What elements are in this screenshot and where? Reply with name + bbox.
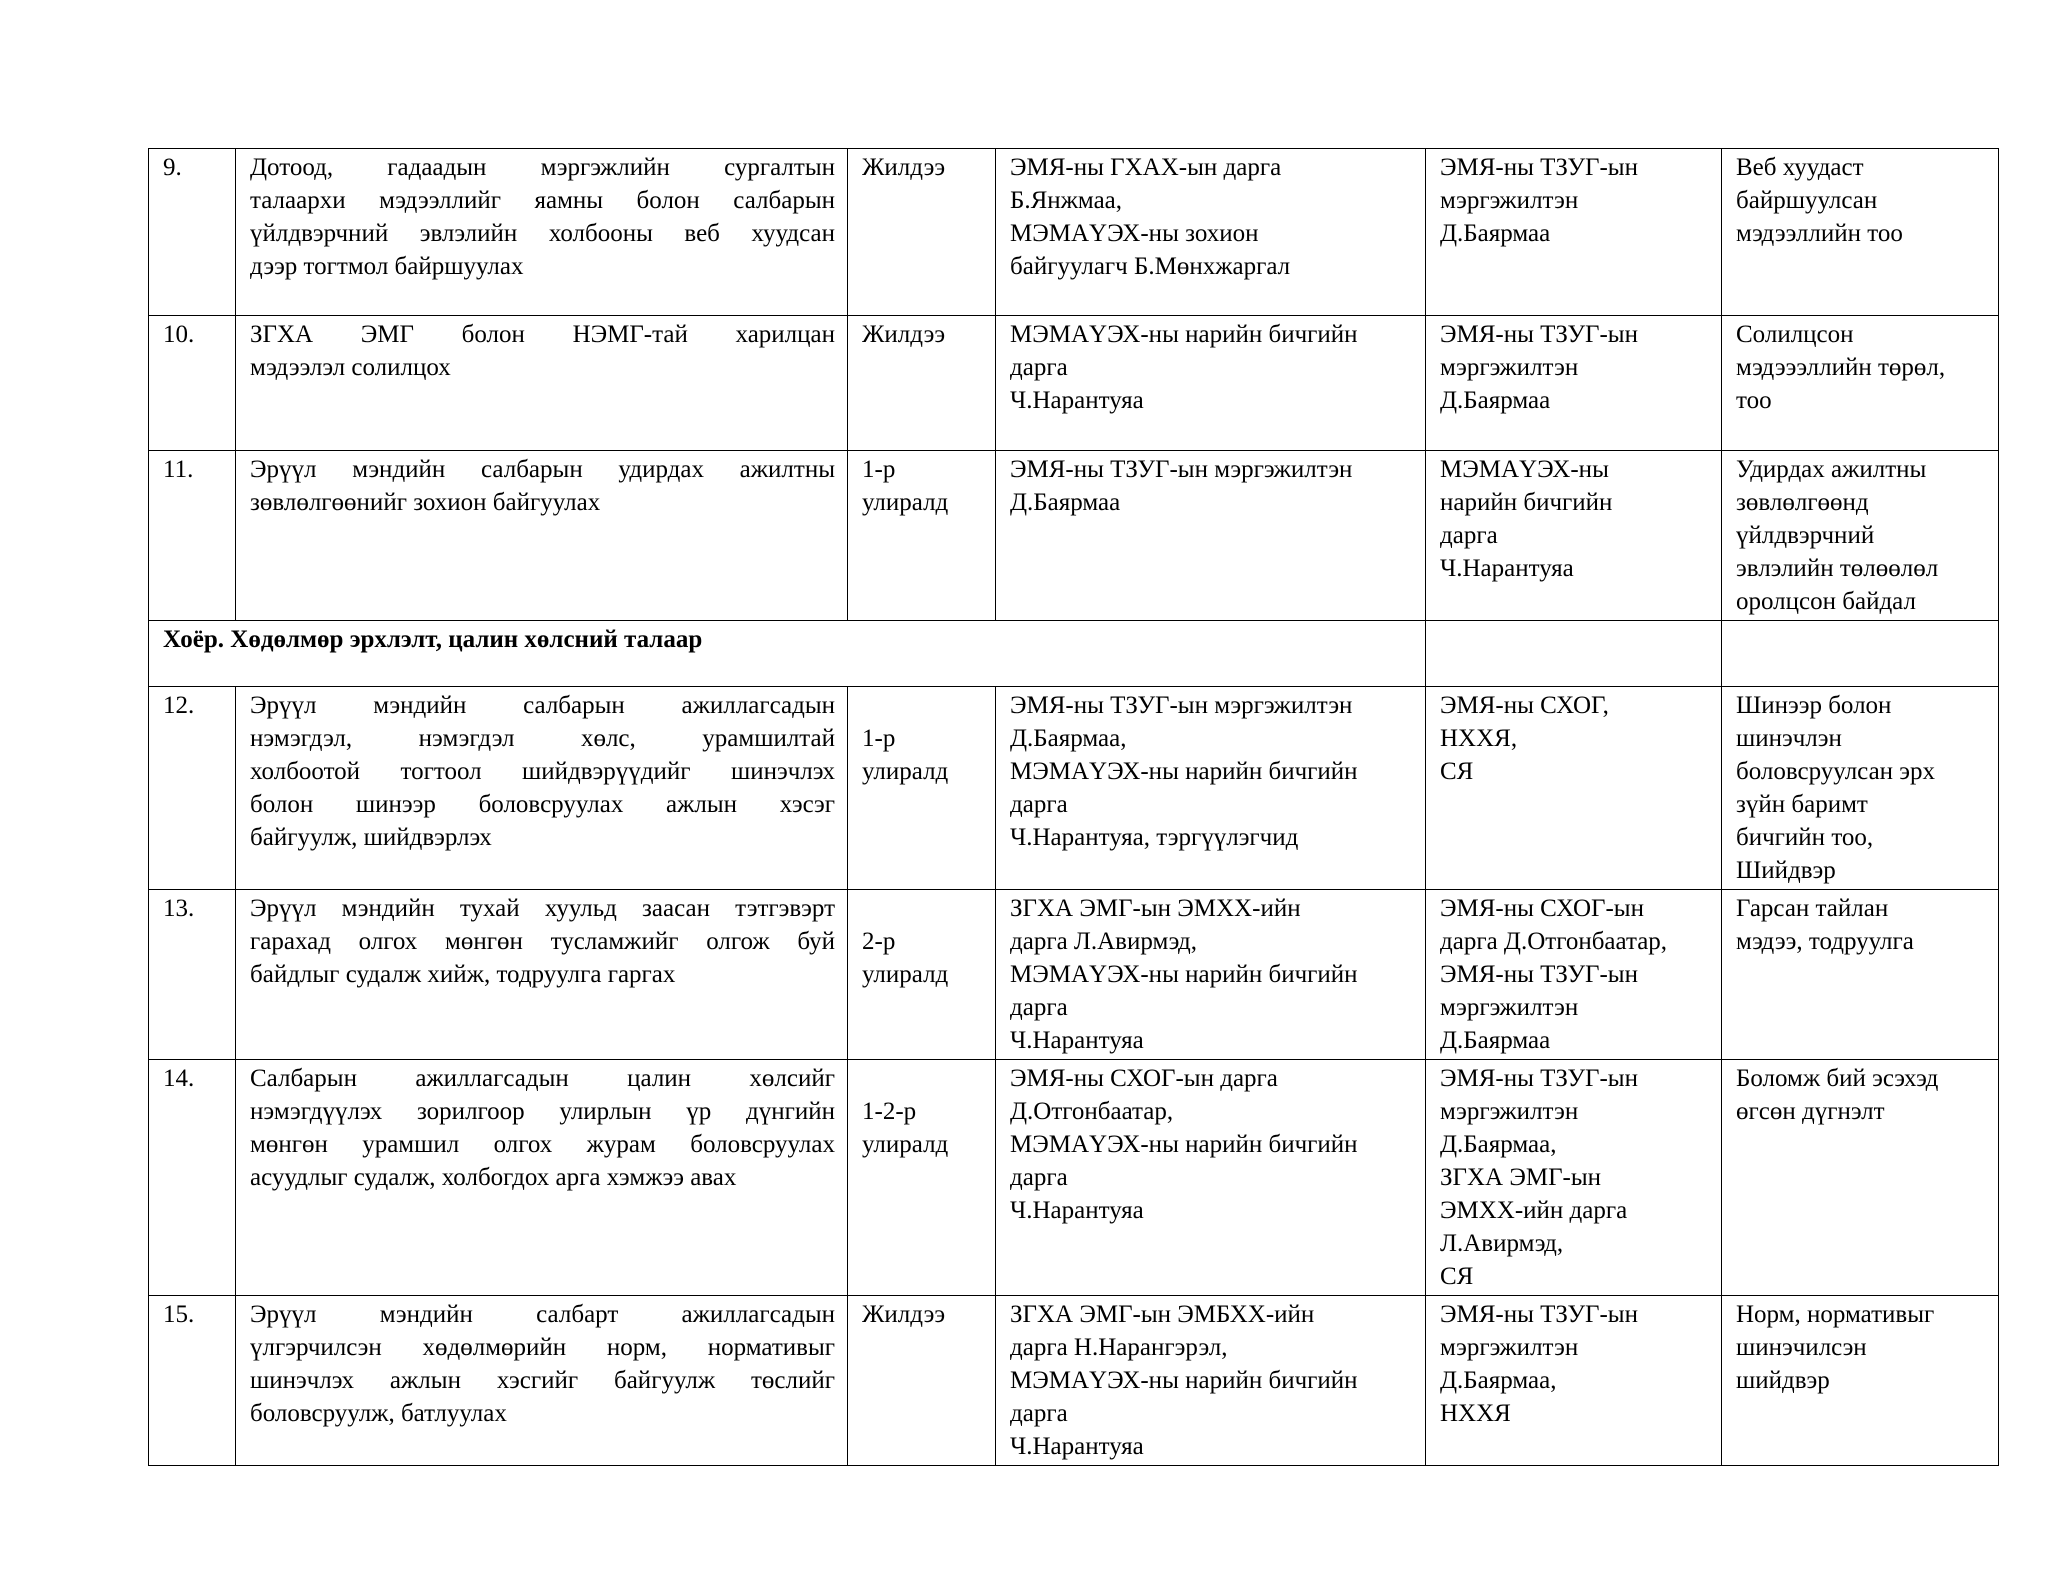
table-row <box>149 687 1999 890</box>
cell-line: Удирдах ажилтны <box>1736 456 1927 483</box>
cell-line: Жилдээ <box>862 1301 946 1328</box>
cell-responsible <box>996 687 1426 890</box>
cell-number: 9. <box>149 149 236 316</box>
table-row <box>149 1060 1999 1296</box>
cell-line: Д.Баярмаа, <box>1010 725 1127 752</box>
section-row <box>149 621 1999 687</box>
table-row <box>149 451 1999 621</box>
cell-line: Ч.Нарантуяа <box>1010 1027 1144 1054</box>
cell-deadline <box>848 149 996 316</box>
cell-line: нарийн бичгийн <box>1440 489 1613 516</box>
cell-line: ЭМЯ-ны СХОГ, <box>1440 692 1609 719</box>
table-row <box>149 890 1999 1060</box>
cell-line: ЭМЯ-ны ТЗУГ-ын мэргэжилтэн <box>1010 456 1353 483</box>
cell-monitoring <box>1426 890 1722 1060</box>
cell-line: мэдээлэл солилцох <box>250 354 451 381</box>
cell-line: 1-2-р <box>862 1098 917 1125</box>
cell-line: 1-р <box>862 456 896 483</box>
cell-deadline <box>848 1060 996 1296</box>
cell-line: ЗГХА ЭМГ-ын ЭМХХ-ийн <box>1010 895 1301 922</box>
cell-line: ЭМЯ-ны СХОГ-ын <box>1440 895 1644 922</box>
cell-deadline <box>848 316 996 451</box>
cell-deadline <box>848 451 996 621</box>
cell-line: МЭМАҮЭХ-ны нарийн бичгийн <box>1010 961 1358 988</box>
cell-monitoring <box>1426 1060 1722 1296</box>
cell-line: ЗГХА ЭМГ-ын ЭМБХХ-ийн <box>1010 1301 1315 1328</box>
cell-monitoring <box>1426 1296 1722 1466</box>
cell-line: улиралд <box>862 758 949 785</box>
cell-line: дарга <box>1010 354 1068 381</box>
table-row <box>149 316 1999 451</box>
cell-line: СЯ <box>1440 758 1474 785</box>
cell-activity <box>236 149 848 316</box>
cell-responsible <box>996 890 1426 1060</box>
cell-activity <box>236 1296 848 1466</box>
cell-result-indicator <box>1722 316 1999 451</box>
cell-result-indicator <box>1722 890 1999 1060</box>
cell-line: ЭМЯ-ны ТЗУГ-ын мэргэжилтэн <box>1010 692 1353 719</box>
cell-number: 13. <box>149 890 236 1060</box>
cell-number: 15. <box>149 1296 236 1466</box>
cell-line: Гарсан тайлан <box>1736 895 1889 922</box>
cell-line: Шинээр болон <box>1736 692 1892 719</box>
cell-line: дарга <box>1440 522 1498 549</box>
cell-line: Эрүүл мэндийн тухай хуульд заасан тэтгэвэрт <box>250 895 835 922</box>
cell-line: тоо <box>1736 387 1772 414</box>
cell-result-indicator <box>1722 687 1999 890</box>
cell-line: 1-р <box>862 725 896 752</box>
cell-line: 2-р <box>862 928 896 955</box>
cell-line: байгуулагч Б.Мөнхжаргал <box>1010 253 1291 280</box>
cell-line: ЭМЯ-ны ГХАХ-ын дарга <box>1010 154 1282 181</box>
cell-line: Салбарын ажиллагсадын цалин хөлсийг <box>250 1065 835 1092</box>
cell-line: Норм, нормативыг <box>1736 1301 1935 1328</box>
cell-line: Эрүүл мэндийн салбарт ажиллагсадын <box>250 1301 835 1328</box>
cell-line: ЗГХА ЭМГ-ын <box>1440 1164 1602 1191</box>
cell-line: шийдвэр <box>1736 1367 1830 1394</box>
cell-line: гарахад олгох мөнгөн тусламжийг олгож буй <box>250 928 835 955</box>
cell-line: Д.Баярмаа <box>1440 1027 1551 1054</box>
section-empty-cell <box>1426 621 1722 687</box>
cell-line: НХХЯ <box>1440 1400 1511 1427</box>
table-row <box>149 149 1999 316</box>
action-plan-table <box>148 148 1999 1466</box>
cell-line: боловсруулж, батлуулах <box>250 1400 507 1427</box>
cell-line: МЭМАҮЭХ-ны нарийн бичгийн <box>1010 758 1358 785</box>
cell-activity <box>236 1060 848 1296</box>
cell-line: байршуулсан <box>1736 187 1878 214</box>
cell-responsible <box>996 1060 1426 1296</box>
table-body <box>149 149 1999 1466</box>
cell-line: мэргэжилтэн <box>1440 1098 1579 1125</box>
cell-line: зөвлөлгөөнд <box>1736 489 1869 516</box>
cell-line: Шийдвэр <box>1736 857 1836 884</box>
cell-monitoring <box>1426 451 1722 621</box>
cell-line: мэдэээллийн төрөл, <box>1736 354 1946 381</box>
cell-line: холбоотой тогтоол шийдвэрүүдийг шинэчлэх <box>250 758 835 785</box>
cell-monitoring <box>1426 687 1722 890</box>
cell-line: дээр тогтмол байршуулах <box>250 253 524 280</box>
cell-line: байдлыг судалж хийж, тодруулга гаргах <box>250 961 676 988</box>
cell-line: дарга <box>1010 1400 1068 1427</box>
cell-line: боловсруулсан эрх <box>1736 758 1936 785</box>
cell-line: бичгийн тоо, <box>1736 824 1874 851</box>
cell-line: Эрүүл мэндийн салбарын ажиллагсадын <box>250 692 835 719</box>
cell-line: ЭМЯ-ны ТЗУГ-ын <box>1440 961 1638 988</box>
cell-line: Ч.Нарантуяа <box>1010 1433 1144 1460</box>
cell-line: оролцсон байдал <box>1736 588 1916 615</box>
cell-line: Солилцсон <box>1736 321 1854 348</box>
cell-line: Б.Янжмаа, <box>1010 187 1123 214</box>
cell-line: улиралд <box>862 1131 949 1158</box>
cell-responsible <box>996 316 1426 451</box>
cell-line: Боломж бий эсэхэд <box>1736 1065 1939 1092</box>
cell-line: ЭМЯ-ны ТЗУГ-ын <box>1440 154 1638 181</box>
cell-line: МЭМАҮЭХ-ны зохион <box>1010 220 1259 247</box>
cell-result-indicator <box>1722 1060 1999 1296</box>
cell-line: мэргэжилтэн <box>1440 354 1579 381</box>
cell-activity <box>236 316 848 451</box>
cell-line: асуудлыг судалж, холбогдох арга хэмжээ авах <box>250 1164 737 1191</box>
cell-line: МЭМАҮЭХ-ны нарийн бичгийн <box>1010 321 1358 348</box>
cell-line: улиралд <box>862 489 949 516</box>
cell-deadline <box>848 1296 996 1466</box>
cell-line: мэргэжилтэн <box>1440 187 1579 214</box>
cell-line: Д.Баярмаа <box>1010 489 1121 516</box>
cell-line: мэдээ, тодруулга <box>1736 928 1914 955</box>
cell-line: дарга Н.Нарангэрэл, <box>1010 1334 1228 1361</box>
cell-line: дарга <box>1010 994 1068 1021</box>
cell-line: дарга <box>1010 791 1068 818</box>
cell-line: үлгэрчилсэн хөдөлмөрийн норм, нормативыг <box>250 1334 835 1361</box>
cell-line: шинэчилсэн <box>1736 1334 1867 1361</box>
cell-line: Ч.Нарантуяа, тэргүүлэгчид <box>1010 824 1299 851</box>
cell-line: үйлдвэрчний <box>1736 522 1875 549</box>
cell-activity <box>236 451 848 621</box>
cell-responsible <box>996 451 1426 621</box>
cell-line: Л.Авирмэд, <box>1440 1230 1564 1257</box>
cell-line <box>862 689 983 722</box>
section-empty-cell <box>1722 621 1999 687</box>
cell-line: дарга Д.Отгонбаатар, <box>1440 928 1668 955</box>
cell-line: дарга <box>1010 1164 1068 1191</box>
cell-line: Д.Баярмаа, <box>1440 1367 1557 1394</box>
cell-deadline <box>848 890 996 1060</box>
cell-line: болон шинээр боловсруулах ажлын хэсэг <box>250 791 835 818</box>
cell-line: шинэчлэх ажлын хэсгийг байгуулж төслийг <box>250 1367 835 1394</box>
cell-line: Ч.Нарантуяа <box>1440 555 1574 582</box>
cell-line: үйлдвэрчний эвлэлийн холбооны веб хуудсан <box>250 220 835 247</box>
cell-result-indicator <box>1722 149 1999 316</box>
cell-line: Жилдээ <box>862 321 946 348</box>
cell-line: талаархи мэдээллийг яамны болон салбарын <box>250 187 835 214</box>
cell-monitoring <box>1426 316 1722 451</box>
cell-responsible <box>996 149 1426 316</box>
cell-number: 12. <box>149 687 236 890</box>
cell-result-indicator <box>1722 451 1999 621</box>
cell-number: 11. <box>149 451 236 621</box>
cell-line: Д.Отгонбаатар, <box>1010 1098 1174 1125</box>
cell-line: мөнгөн урамшил олгох журам боловсруулах <box>250 1131 835 1158</box>
cell-line: мэргэжилтэн <box>1440 994 1579 1021</box>
cell-deadline <box>848 687 996 890</box>
cell-number: 14. <box>149 1060 236 1296</box>
cell-result-indicator <box>1722 1296 1999 1466</box>
cell-line: Ч.Нарантуяа <box>1010 387 1144 414</box>
cell-line: ЗГХА ЭМГ болон НЭМГ-тай харилцан <box>250 321 835 348</box>
cell-line: Д.Баярмаа <box>1440 220 1551 247</box>
cell-line: зөвлөлгөөнийг зохион байгуулах <box>250 489 601 516</box>
cell-line: Д.Баярмаа, <box>1440 1131 1557 1158</box>
cell-line: эвлэлийн төлөөлөл <box>1736 555 1939 582</box>
cell-line: ЭМЯ-ны ТЗУГ-ын <box>1440 1065 1638 1092</box>
cell-line <box>862 892 983 925</box>
cell-line: ЭМЯ-ны ТЗУГ-ын <box>1440 321 1638 348</box>
cell-activity <box>236 890 848 1060</box>
cell-line: Жилдээ <box>862 154 946 181</box>
cell-line: нэмэгдэл, нэмэгдэл хөлс, урамшилтай <box>250 725 835 752</box>
cell-line: ЭМЯ-ны СХОГ-ын дарга <box>1010 1065 1278 1092</box>
cell-line: Ч.Нарантуяа <box>1010 1197 1144 1224</box>
cell-line: МЭМАҮЭХ-ны нарийн бичгийн <box>1010 1367 1358 1394</box>
cell-line: байгуулж, шийдвэрлэх <box>250 824 492 851</box>
cell-responsible <box>996 1296 1426 1466</box>
section-heading: Хоёр. Хөдөлмөр эрхлэлт, цалин хөлсний талаар <box>149 621 1426 687</box>
cell-line: ЭМХХ-ийн дарга <box>1440 1197 1628 1224</box>
cell-number: 10. <box>149 316 236 451</box>
cell-monitoring <box>1426 149 1722 316</box>
cell-line: ЭМЯ-ны ТЗУГ-ын <box>1440 1301 1638 1328</box>
cell-line: Эрүүл мэндийн салбарын удирдах ажилтны <box>250 456 835 483</box>
cell-line <box>862 1062 983 1095</box>
cell-line: нэмэгдүүлэх зорилгоор улирлын үр дүнгийн <box>250 1098 835 1125</box>
table-row <box>149 1296 1999 1466</box>
cell-line: Дотоод, гадаадын мэргэжлийн сургалтын <box>250 154 835 181</box>
cell-line: Веб хуудаст <box>1736 154 1864 181</box>
cell-line: өгсөн дүгнэлт <box>1736 1098 1885 1125</box>
cell-activity <box>236 687 848 890</box>
cell-line: СЯ <box>1440 1263 1474 1290</box>
cell-line: НХХЯ, <box>1440 725 1518 752</box>
cell-line: дарга Л.Авирмэд, <box>1010 928 1198 955</box>
cell-line: зүйн баримт <box>1736 791 1868 818</box>
cell-line: мэдээллийн тоо <box>1736 220 1903 247</box>
cell-line: улиралд <box>862 961 949 988</box>
cell-line: шинэчлэн <box>1736 725 1842 752</box>
cell-line: мэргэжилтэн <box>1440 1334 1579 1361</box>
cell-line: Д.Баярмаа <box>1440 387 1551 414</box>
cell-line: МЭМАҮЭХ-ны <box>1440 456 1609 483</box>
cell-line: МЭМАҮЭХ-ны нарийн бичгийн <box>1010 1131 1358 1158</box>
